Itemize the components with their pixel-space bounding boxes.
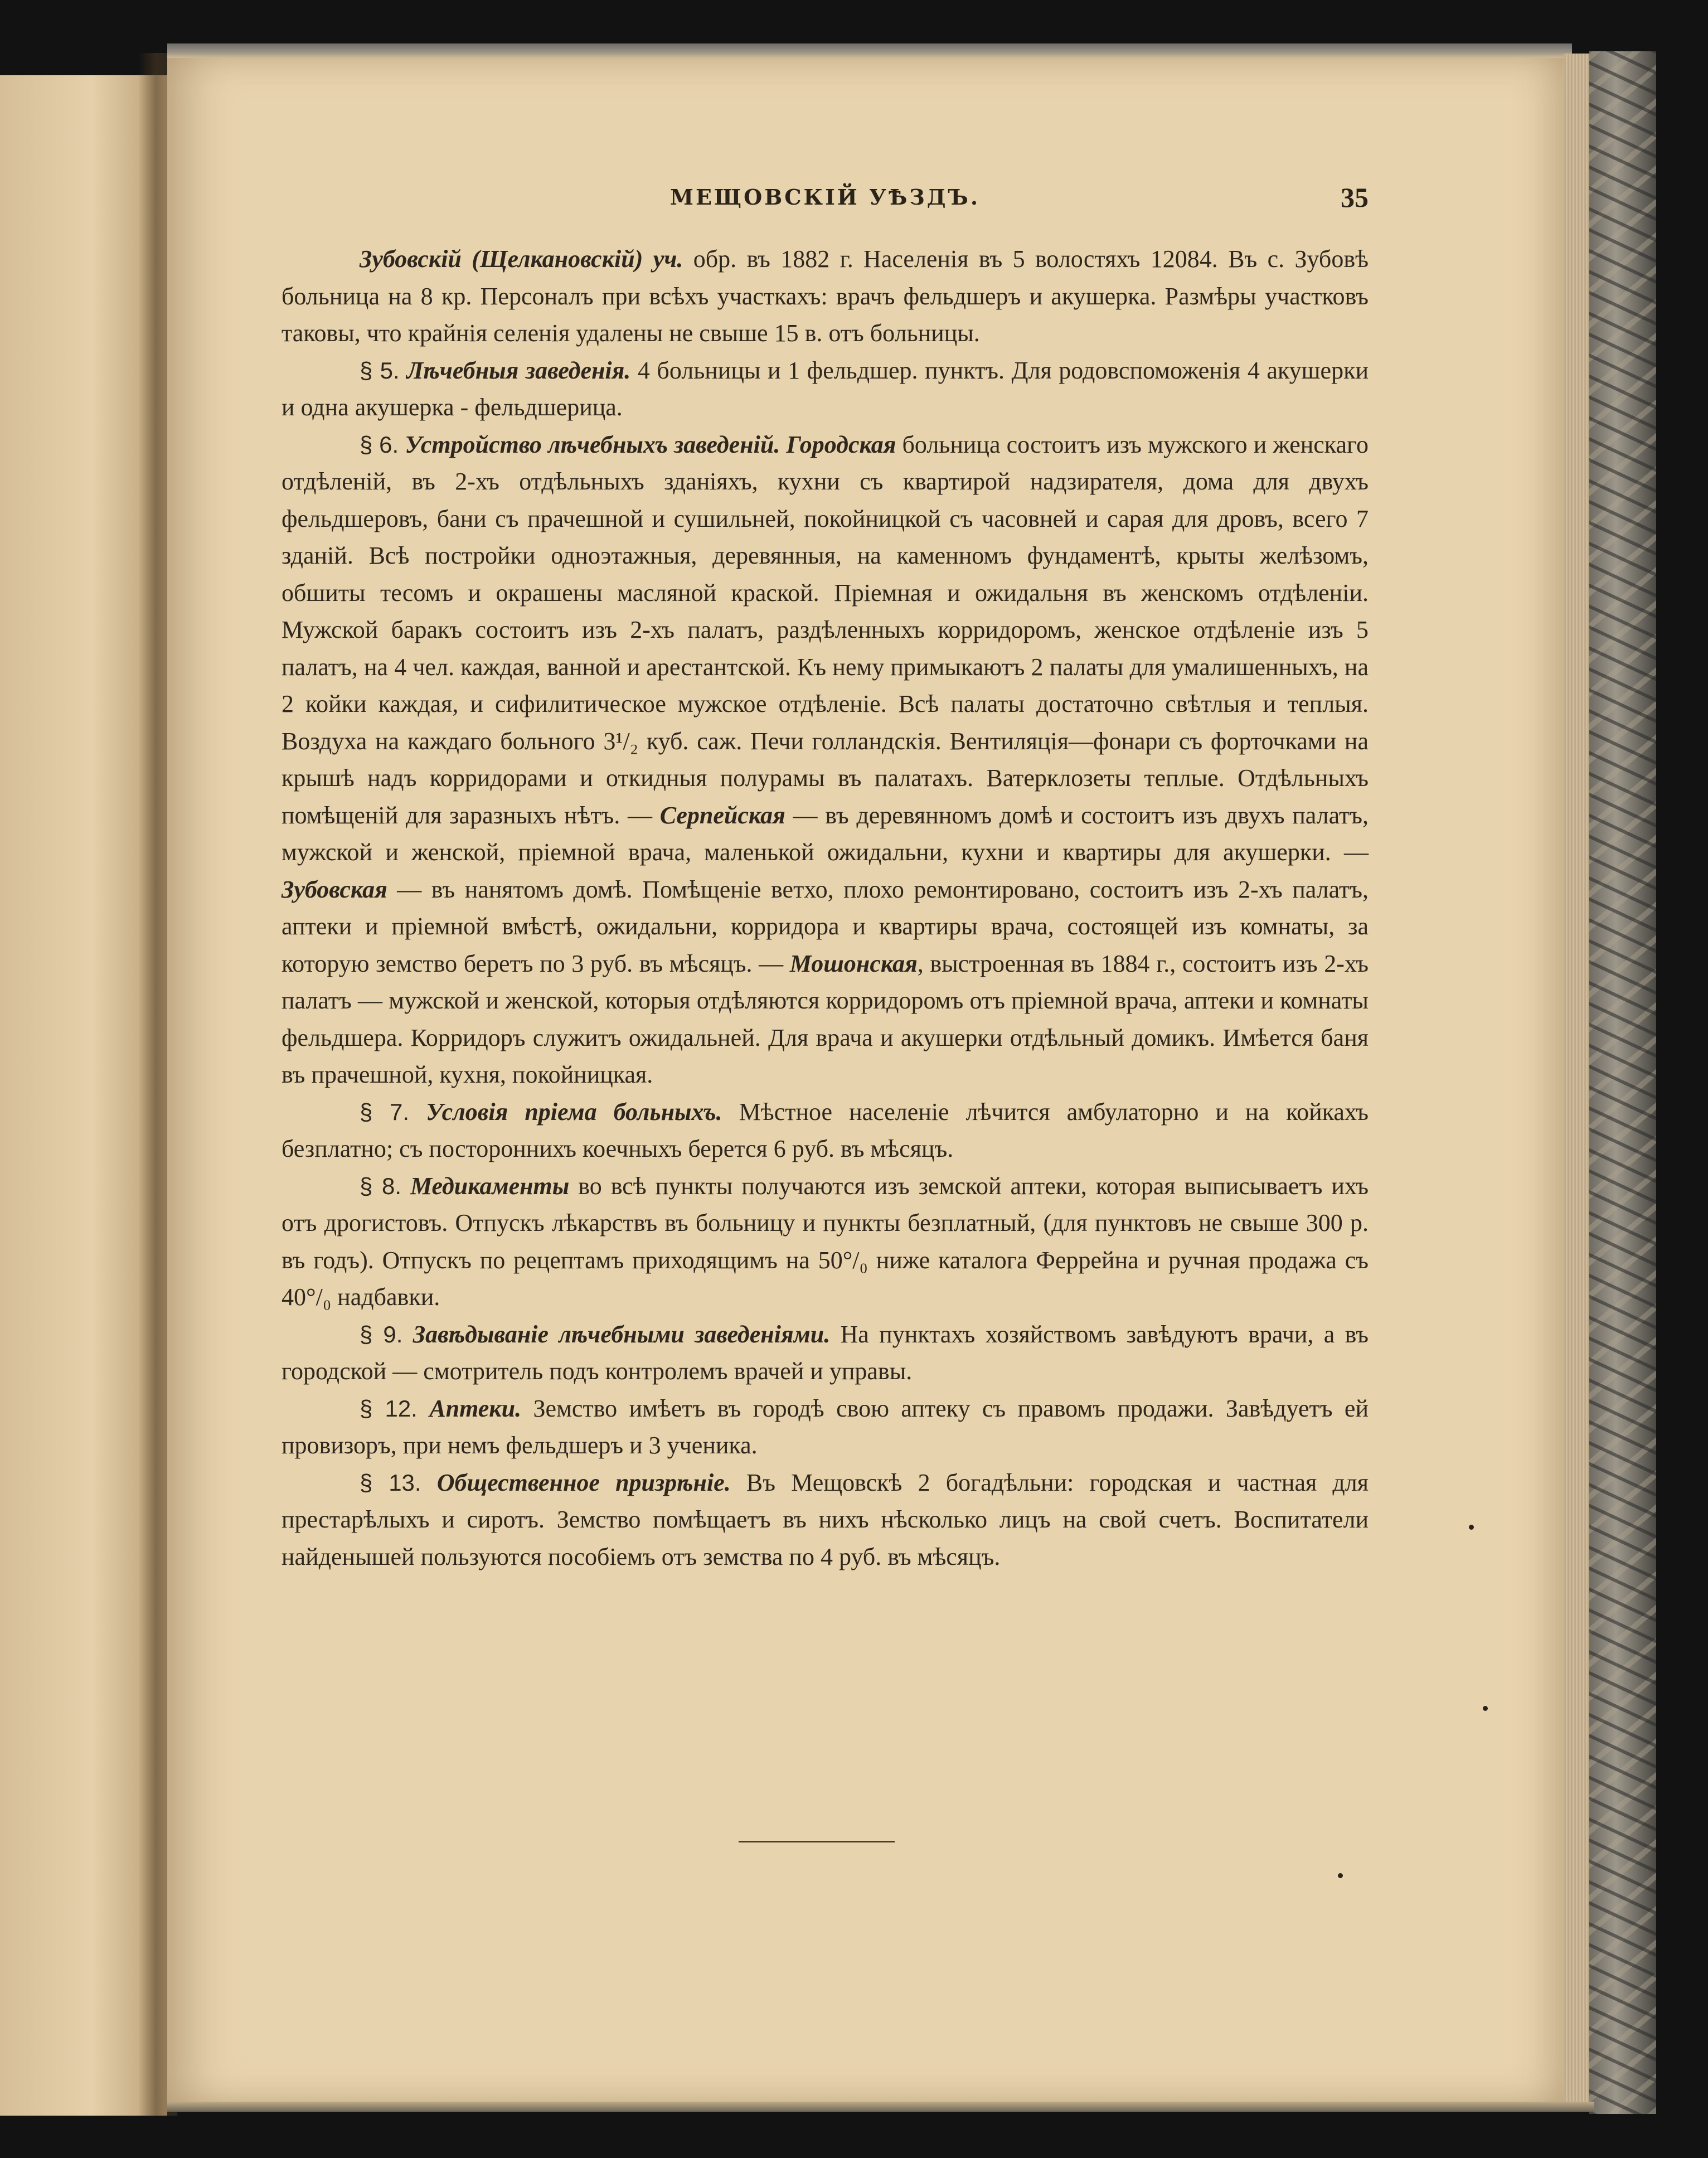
italic-heading: Устройство лѣчебныхъ заведеній. Городская <box>405 430 896 458</box>
text-run: Въ Мещовскѣ 2 богадѣльни: городская и частная для престарѣлыхъ и сиротъ. Земство помѣщаетъ въ нихъ нѣсколько лицъ на свой счетъ. Воспитатели найденышей пользуются пособіемъ отъ земства по 4 руб. въ мѣсяцъ. <box>282 1468 1369 1570</box>
page-header <box>282 181 1369 220</box>
italic-heading: Мошонская <box>789 949 918 977</box>
body-text <box>282 241 1369 1575</box>
section-number: § 12. <box>360 1395 418 1422</box>
section-number: § 5. <box>360 357 400 384</box>
italic-heading: Лѣчебныя заведенія. <box>406 356 631 384</box>
paper-speck <box>1483 1706 1488 1711</box>
text-run <box>399 431 405 458</box>
paragraph <box>282 426 1369 1094</box>
italic-heading: Зубовская <box>282 875 387 903</box>
italic-heading: Зубовскій (Щелкановскій) уч. <box>360 245 683 273</box>
text-run: — въ нанятомъ домѣ. Помѣщеніе ветхо, плохо ремонтировано, состоитъ изъ 2-хъ палатъ, аптеки и пріемной вмѣстѣ, ожидальни, корридора и квартиры врача, состоящей изъ комнаты, за которую земство беретъ по 3 руб. въ мѣсяцъ. — <box>282 875 1369 977</box>
text-run: Мѣстное населеніе лѣчится амбулаторно и на койкахъ безплатно; съ постороннихъ коечныхъ берется 6 руб. въ мѣсяцъ. <box>282 1098 1369 1162</box>
text-run <box>421 1469 437 1496</box>
italic-heading: Серпейская <box>659 801 785 829</box>
text-run: , выстроенная въ 1884 г., состоитъ изъ 2-хъ палатъ — мужской и женской, которыя отдѣляются корридоромъ отъ пріемной врача, аптеки и комнаты фельдшера. Корридоръ служитъ ожидальней. Для врача и акушерки отдѣльный домикъ. Имѣется баня въ прачешной, кухня, покойницкая. <box>282 949 1369 1088</box>
paragraph <box>282 1168 1369 1316</box>
paper-speck <box>1469 1525 1474 1530</box>
paragraph <box>282 1464 1369 1576</box>
italic-heading: Условія пріема больныхъ. <box>426 1098 722 1126</box>
section-number: § 9. <box>360 1321 403 1347</box>
paragraph <box>282 352 1369 426</box>
text-run: обр. въ 1882 г. Населенія въ 5 волостяхъ 12084. Въ с. Зубовѣ больница на 8 кр. Персоналъ при всѣхъ участкахъ: врачъ фельдшеръ и акушерка. Размѣры участковъ таковы, что крайнія селенія удалены не свыше 15 в. отъ больницы. <box>282 245 1369 347</box>
paragraph <box>282 1316 1369 1390</box>
section-number: § 6. <box>360 431 399 458</box>
marbled-cover-edge <box>1589 51 1656 2114</box>
text-run <box>418 1395 429 1422</box>
text-run: больница состоитъ изъ мужского и женскаго отдѣленій, въ 2-хъ отдѣльныхъ зданіяхъ, кухни съ квартирой надзирателя, дома для двухъ фельдшеровъ, бани съ прачешной и сушильней, покойницкой съ часовней и сарая для дровъ, всего 7 зданій. Всѣ постройки одноэтажныя, деревянныя, на каменномъ фундаментѣ, крыты желѣзомъ, обшиты тесомъ и окрашены масляной краской. Пріемная и ожидальня въ женскомъ отдѣленіи. Мужской баракъ состоитъ изъ 2-хъ палатъ, раздѣленныхъ корридоромъ, женское отдѣленіе изъ 5 палатъ, на 4 чел. каждая, ванной и арестантской. Къ нему примыкаютъ 2 палаты для умалишенныхъ, на 2 койки каждая, и сифилитическое мужское отдѣленіе. Всѣ палаты достаточно свѣтлыя и теплыя. Воздуха на каждаго больного 3¹/₂ куб. саж. Печи голландскія. Вентиляція—фонари съ форточками на крышѣ надъ корридорами и откидныя полурамы въ палатахъ. Ватерклозеты теплые. Отдѣльныхъ помѣщеній для заразныхъ нѣтъ. — <box>282 430 1369 829</box>
text-run: во всѣ пункты получаются изъ земской аптеки, которая выписываетъ ихъ отъ дрогистовъ. Отпускъ лѣкарствъ въ больницу и пункты безплатный, (для пунктовъ не свыше 300 р. въ годъ). Отпускъ по рецептамъ приходящимъ на 50°/₀ ниже каталога Феррейна и ручная продажа съ 40°/₀ надбавки. <box>282 1172 1369 1311</box>
paper-speck <box>1338 1873 1343 1878</box>
section-number: § 8. <box>360 1172 402 1199</box>
running-title: МЕЩОВСКІЙ УѢЗДЪ. <box>669 185 981 210</box>
page-bottom-edge <box>167 2102 1594 2112</box>
end-rule <box>739 1841 895 1842</box>
text-run: — въ деревянномъ домѣ и состоитъ изъ двухъ палатъ, мужской и женской, пріемной врача, маленькой ожидальни, кухни и квартиры для акушерки. — <box>282 801 1369 866</box>
italic-heading: Аптеки. <box>429 1394 522 1422</box>
page-stack-edge <box>1564 54 1589 2111</box>
text-run <box>409 1098 426 1126</box>
paragraph <box>282 241 1369 352</box>
italic-heading: Общественное призрѣніе. <box>436 1468 731 1496</box>
section-number: § 13. <box>360 1469 421 1496</box>
section-number: § 7. <box>360 1098 410 1125</box>
text-run: На пунктахъ хозяйствомъ завѣдуютъ врачи, а въ городской — смотритель подъ контролемъ врачей и управы. <box>282 1320 1369 1385</box>
text-run <box>402 1321 413 1348</box>
italic-heading: Завѣдываніе лѣчебными заведеніями. <box>413 1320 831 1348</box>
text-run: 4 больницы и 1 фельдшер. пунктъ. Для родовспоможенія 4 акушерки и одна акушерка - фельдшерица. <box>282 356 1369 421</box>
text-run <box>400 357 407 384</box>
page-number: 35 <box>1341 182 1369 213</box>
italic-heading: Медикаменты <box>410 1172 570 1200</box>
paragraph <box>282 1094 1369 1168</box>
paragraph <box>282 1390 1369 1464</box>
text-run <box>401 1172 410 1200</box>
page-top-edge <box>167 43 1572 58</box>
text-run: Земство имѣетъ въ городѣ свою аптеку съ правомъ продажи. Завѣдуетъ ей провизоръ, при немъ фельдшеръ и 3 ученика. <box>282 1394 1369 1459</box>
